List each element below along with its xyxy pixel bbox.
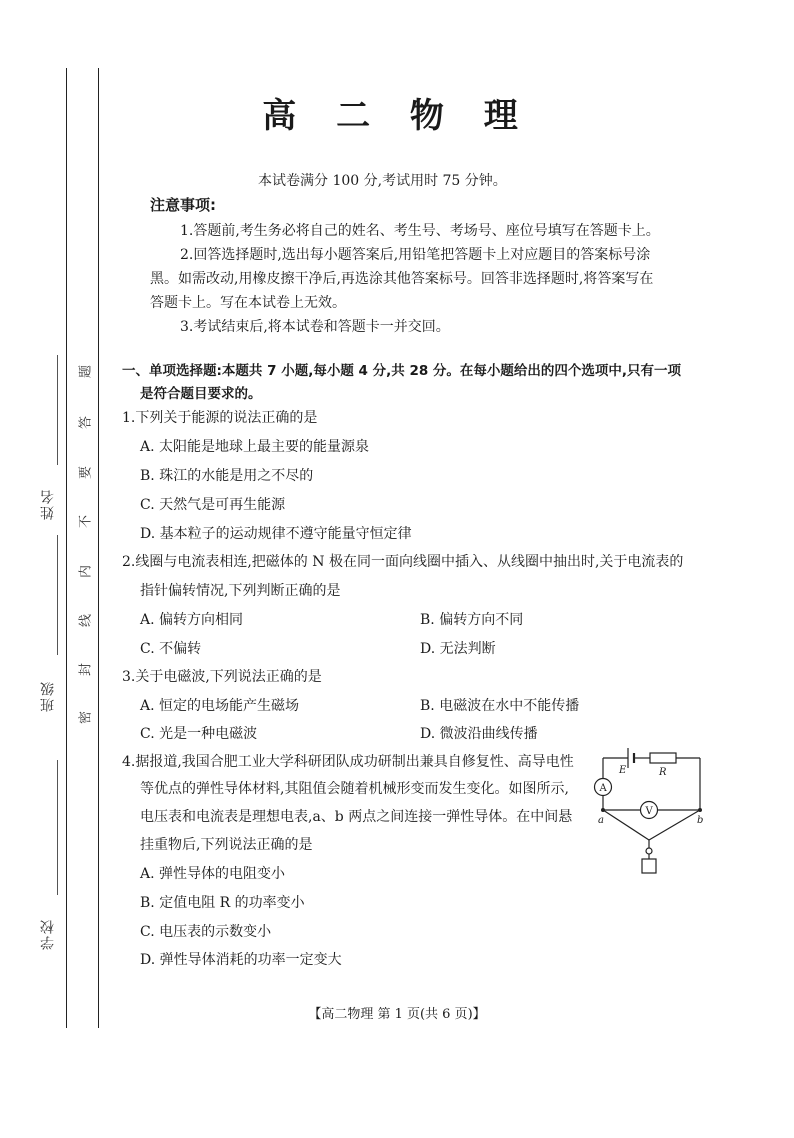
q4-stem-cont-3: 挂重物后,下列说法正确的是 [140,837,313,853]
page-footer: 【高二物理 第 1 页(共 6 页)】 [308,1007,486,1022]
section-heading: 一、单项选择题:本题共 7 小题,每小题 4 分,共 28 分。在每小题给出的四个选项中,只有一项 [122,363,682,379]
q3-stem: 3.关于电磁波,下列说法正确的是 [122,669,322,685]
class-underline [57,535,58,655]
notice-heading: 注意事项: [150,196,216,214]
q2-option-a: A. 偏转方向相同 [140,612,244,628]
weight-icon [642,859,656,873]
margin-line-outer [66,68,67,1028]
notice-line-2a: 2.回答选择题时,选出每小题答案后,用铅笔把答题卡上对应题目的答案标号涂 [180,247,651,263]
label-a: a [598,815,604,826]
q4-stem: 4.据报道,我国合肥工业大学科研团队成功研制出兼具自修复性、高导电性 [122,754,574,770]
q1-option-a: A. 太阳能是地球上最主要的能量源泉 [140,439,370,455]
label-voltmeter: V [645,806,653,817]
seal-char: 答 [78,416,94,430]
notice-line-2b: 黑。如需改动,用橡皮擦干净后,再选涂其他答案标号。回答非选择题时,将答案写在 [150,271,654,287]
label-e: E [619,765,627,776]
q4-stem-cont-1: 等优点的弹性导体材料,其阻值会随着机械形变而发生变化。如图所示, [140,781,569,797]
seal-char: 密 [78,711,94,725]
seal-char: 线 [78,614,94,628]
label-r: R [659,767,667,778]
seal-char: 封 [78,663,94,677]
margin-line-inner [98,68,99,1028]
q3-option-b: B. 电磁波在水中不能传播 [420,698,580,714]
hook-icon [646,848,652,854]
circuit-diagram [588,742,714,878]
school-label: 学校 [40,918,56,950]
q3-option-c: C. 光是一种电磁波 [140,726,258,742]
page-title: 高 二 物 理 [262,96,532,136]
seal-char: 要 [78,466,94,480]
seal-char: 不 [78,515,94,529]
q1-stem: 1.下列关于能源的说法正确的是 [122,410,318,426]
q4-stem-cont-2: 电压表和电流表是理想电表,a、b 两点之间连接一弹性导体。在中间悬 [140,809,573,825]
q2-stem-cont: 指针偏转情况,下列判断正确的是 [140,583,341,599]
q1-option-c: C. 天然气是可再生能源 [140,497,286,513]
resistor-r [650,753,676,763]
q3-option-d: D. 微波沿曲线传播 [420,726,538,742]
seal-char: 题 [78,365,94,379]
notice-line-1: 1.答题前,考生务必将自己的姓名、考生号、考场号、座位号填写在答题卡上。 [180,223,660,239]
name-underline [57,355,58,465]
section-heading-cont: 是符合题目要求的。 [140,386,262,402]
q1-option-b: B. 珠江的水能是用之不尽的 [140,468,314,484]
node-a [601,808,605,812]
q3-option-a: A. 恒定的电场能产生磁场 [140,698,300,714]
notice-line-3: 3.考试结束后,将本试卷和答题卡一并交回。 [180,319,450,335]
q4-option-d: D. 弹性导体消耗的功率一定变大 [140,952,342,968]
node-b [698,808,702,812]
seal-char: 内 [78,565,94,579]
school-underline [57,760,58,895]
q2-stem: 2.线圈与电流表相连,把磁体的 N 极在同一面向线圈中插入、从线圈中抽出时,关于电流表的 [122,554,684,570]
q4-option-b: B. 定值电阻 R 的功率变小 [140,895,305,911]
q2-option-b: B. 偏转方向不同 [420,612,524,628]
exam-info: 本试卷满分 100 分,考试用时 75 分钟。 [258,173,507,189]
notice-line-2c: 答题卡上。写在本试卷上无效。 [150,295,346,311]
class-label: 班级 [40,680,56,712]
q1-option-d: D. 基本粒子的运动规律不遵守能量守恒定律 [140,526,412,542]
label-ammeter: A [599,783,607,794]
q4-option-c: C. 电压表的示数变小 [140,924,272,940]
label-b: b [697,815,704,826]
name-label: 姓名 [40,488,56,520]
q4-option-a: A. 弹性导体的电阻变小 [140,866,286,882]
q2-option-d: D. 无法判断 [420,641,496,657]
q2-option-c: C. 不偏转 [140,641,202,657]
